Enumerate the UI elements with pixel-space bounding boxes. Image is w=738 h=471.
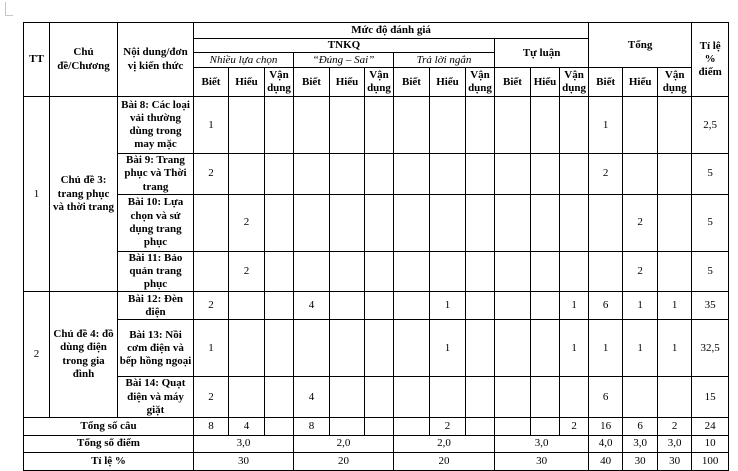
value-cell: 5 xyxy=(692,251,729,292)
header-level-hieu: Hiểu xyxy=(531,68,560,97)
value-cell xyxy=(658,154,692,195)
summary-total-questions-label: Tổng số câu xyxy=(24,417,194,435)
header-chu-de-chuong: Chủ đề/Chương xyxy=(50,23,118,97)
value-cell xyxy=(265,320,294,377)
value-cell: 8 xyxy=(194,417,229,435)
value-cell xyxy=(365,292,394,320)
value-cell xyxy=(394,194,430,251)
value-cell: 6 xyxy=(589,377,623,418)
value-cell: 1 xyxy=(430,320,466,377)
value-cell: 2 xyxy=(623,251,658,292)
header-level-hieu: Hiểu xyxy=(623,68,658,97)
value-cell xyxy=(294,251,330,292)
value-cell xyxy=(658,194,692,251)
value-cell: 2 xyxy=(194,292,229,320)
value-cell: 32,5 xyxy=(692,320,729,377)
tt-cell: 1 xyxy=(24,97,50,292)
value-cell xyxy=(495,194,531,251)
value-cell xyxy=(265,97,294,154)
value-cell: 2 xyxy=(194,377,229,418)
value-cell: 3,0 xyxy=(495,435,589,452)
value-cell xyxy=(394,97,430,154)
header-level-biet: Biết xyxy=(294,68,330,97)
header-ti-le-diem: Tỉ lệ % điểm xyxy=(692,23,729,97)
value-cell xyxy=(265,377,294,418)
value-cell xyxy=(365,320,394,377)
value-cell xyxy=(531,97,560,154)
summary-total-points-label: Tổng số điểm xyxy=(24,435,194,452)
value-cell xyxy=(495,97,531,154)
section-title-cell: Chủ đề 3: trang phục và thời trang xyxy=(50,97,118,292)
value-cell xyxy=(265,194,294,251)
value-cell: 10 xyxy=(692,435,729,452)
tt-cell: 2 xyxy=(24,292,50,418)
value-cell: 1 xyxy=(623,292,658,320)
header-tra-loi-ngan: Trả lời ngắn xyxy=(394,53,495,68)
lesson-cell: Bài 9: Trang phục và Thời trang xyxy=(118,154,194,195)
value-cell xyxy=(430,251,466,292)
value-cell xyxy=(495,292,531,320)
value-cell xyxy=(531,292,560,320)
value-cell xyxy=(560,251,589,292)
value-cell xyxy=(194,194,229,251)
value-cell: 100 xyxy=(692,452,729,470)
value-cell: 30 xyxy=(623,452,658,470)
lesson-cell: Bài 8: Các loại vải thường dùng trong may mặc xyxy=(118,97,194,154)
value-cell xyxy=(294,154,330,195)
header-muc-do-danh-gia: Mức độ đánh giá xyxy=(194,23,589,39)
value-cell xyxy=(294,97,330,154)
value-cell: 20 xyxy=(294,452,394,470)
value-cell xyxy=(330,154,365,195)
value-cell: 24 xyxy=(692,417,729,435)
header-level-van-dung: Vận dụng xyxy=(560,68,589,97)
lesson-cell: Bài 11: Bảo quản trang phục xyxy=(118,251,194,292)
value-cell: 2 xyxy=(658,417,692,435)
value-cell xyxy=(394,251,430,292)
value-cell: 35 xyxy=(692,292,729,320)
header-level-biet: Biết xyxy=(194,68,229,97)
value-cell: 5 xyxy=(692,194,729,251)
value-cell: 30 xyxy=(658,452,692,470)
value-cell xyxy=(229,154,265,195)
value-cell: 4 xyxy=(294,292,330,320)
value-cell xyxy=(466,194,495,251)
value-cell: 4 xyxy=(229,417,265,435)
value-cell xyxy=(365,154,394,195)
value-cell xyxy=(330,251,365,292)
value-cell xyxy=(531,417,560,435)
header-level-van-dung: Vận dụng xyxy=(365,68,394,97)
page-margin-corner-mark xyxy=(5,2,13,16)
value-cell: 6 xyxy=(589,292,623,320)
value-cell xyxy=(365,377,394,418)
value-cell xyxy=(265,417,294,435)
value-cell xyxy=(560,194,589,251)
value-cell: 1 xyxy=(194,320,229,377)
value-cell: 1 xyxy=(560,292,589,320)
value-cell xyxy=(531,154,560,195)
value-cell: 20 xyxy=(394,452,495,470)
value-cell xyxy=(229,377,265,418)
header-level-biet: Biết xyxy=(589,68,623,97)
value-cell: 2 xyxy=(623,194,658,251)
value-cell: 3,0 xyxy=(658,435,692,452)
value-cell xyxy=(229,97,265,154)
value-cell xyxy=(466,377,495,418)
value-cell xyxy=(294,320,330,377)
header-level-hieu: Hiểu xyxy=(330,68,365,97)
lesson-cell: Bài 10: Lựa chọn và sử dụng trang phục xyxy=(118,194,194,251)
value-cell: 2,5 xyxy=(692,97,729,154)
header-level-van-dung: Vận dụng xyxy=(466,68,495,97)
header-tnkq: TNKQ xyxy=(194,39,495,53)
value-cell xyxy=(531,194,560,251)
value-cell: 1 xyxy=(589,97,623,154)
value-cell xyxy=(589,194,623,251)
value-cell xyxy=(265,292,294,320)
exam-matrix-table xyxy=(23,22,729,471)
header-level-hieu: Hiểu xyxy=(430,68,466,97)
value-cell xyxy=(430,154,466,195)
value-cell xyxy=(330,417,365,435)
header-level-hieu: Hiểu xyxy=(229,68,265,97)
value-cell: 4,0 xyxy=(589,435,623,452)
value-cell xyxy=(531,320,560,377)
header-tt: TT xyxy=(24,23,50,97)
value-cell xyxy=(430,377,466,418)
header-level-biet: Biết xyxy=(394,68,430,97)
value-cell: 1 xyxy=(589,320,623,377)
value-cell: 2,0 xyxy=(294,435,394,452)
value-cell xyxy=(466,251,495,292)
lesson-cell: Bài 12: Đèn điện xyxy=(118,292,194,320)
value-cell xyxy=(658,251,692,292)
lesson-cell: Bài 14: Quạt điện và máy giặt xyxy=(118,377,194,418)
value-cell: 2 xyxy=(560,417,589,435)
value-cell: 1 xyxy=(560,320,589,377)
value-cell xyxy=(560,97,589,154)
header-level-van-dung: Vận dụng xyxy=(265,68,294,97)
value-cell: 6 xyxy=(623,417,658,435)
value-cell: 1 xyxy=(658,320,692,377)
value-cell xyxy=(330,292,365,320)
value-cell xyxy=(229,320,265,377)
value-cell xyxy=(194,251,229,292)
value-cell xyxy=(394,154,430,195)
value-cell xyxy=(394,417,430,435)
value-cell: 5 xyxy=(692,154,729,195)
section-title-cell: Chủ đề 4: đồ dùng điện trong gia đình xyxy=(50,292,118,418)
value-cell xyxy=(430,97,466,154)
value-cell xyxy=(394,377,430,418)
value-cell xyxy=(430,194,466,251)
value-cell: 4 xyxy=(294,377,330,418)
header-level-van-dung: Vận dụng xyxy=(658,68,692,97)
value-cell: 2,0 xyxy=(394,435,495,452)
value-cell: 16 xyxy=(589,417,623,435)
value-cell xyxy=(466,320,495,377)
header-nhieu-lua-chon: Nhiều lựa chọn xyxy=(194,53,294,68)
value-cell xyxy=(294,194,330,251)
value-cell xyxy=(466,97,495,154)
value-cell xyxy=(265,154,294,195)
value-cell xyxy=(560,377,589,418)
value-cell: 2 xyxy=(229,251,265,292)
value-cell: 30 xyxy=(194,452,294,470)
value-cell xyxy=(623,154,658,195)
value-cell xyxy=(623,97,658,154)
value-cell: 15 xyxy=(692,377,729,418)
value-cell xyxy=(365,417,394,435)
header-tong: Tổng xyxy=(589,23,692,68)
value-cell xyxy=(330,377,365,418)
value-cell: 2 xyxy=(194,154,229,195)
value-cell xyxy=(330,320,365,377)
value-cell: 2 xyxy=(589,154,623,195)
value-cell xyxy=(394,292,430,320)
header-dung-sai: “Đúng – Sai” xyxy=(294,53,394,68)
value-cell xyxy=(531,251,560,292)
value-cell: 1 xyxy=(430,292,466,320)
value-cell xyxy=(658,97,692,154)
value-cell xyxy=(365,251,394,292)
value-cell xyxy=(589,251,623,292)
value-cell: 30 xyxy=(495,452,589,470)
value-cell: 1 xyxy=(194,97,229,154)
value-cell: 1 xyxy=(658,292,692,320)
value-cell: 1 xyxy=(623,320,658,377)
value-cell: 3,0 xyxy=(623,435,658,452)
value-cell xyxy=(623,377,658,418)
value-cell: 2 xyxy=(430,417,466,435)
value-cell xyxy=(658,377,692,418)
value-cell xyxy=(229,292,265,320)
value-cell xyxy=(560,154,589,195)
value-cell xyxy=(265,251,294,292)
header-tu-luan: Tự luận xyxy=(495,39,589,68)
header-noi-dung: Nội dung/đơn vị kiến thức xyxy=(118,23,194,97)
value-cell xyxy=(466,292,495,320)
value-cell xyxy=(365,194,394,251)
value-cell xyxy=(330,97,365,154)
value-cell xyxy=(466,417,495,435)
value-cell: 40 xyxy=(589,452,623,470)
value-cell xyxy=(365,97,394,154)
summary-percentage-label: Tỉ lệ % xyxy=(24,452,194,470)
value-cell xyxy=(495,320,531,377)
header-level-biet: Biết xyxy=(495,68,531,97)
lesson-cell: Bài 13: Nồi cơm điện và bếp hồng ngoại xyxy=(118,320,194,377)
value-cell xyxy=(495,377,531,418)
value-cell xyxy=(495,154,531,195)
value-cell xyxy=(495,417,531,435)
value-cell: 3,0 xyxy=(194,435,294,452)
value-cell: 2 xyxy=(229,194,265,251)
value-cell xyxy=(531,377,560,418)
value-cell xyxy=(495,251,531,292)
value-cell xyxy=(330,194,365,251)
value-cell xyxy=(394,320,430,377)
value-cell xyxy=(466,154,495,195)
value-cell: 8 xyxy=(294,417,330,435)
